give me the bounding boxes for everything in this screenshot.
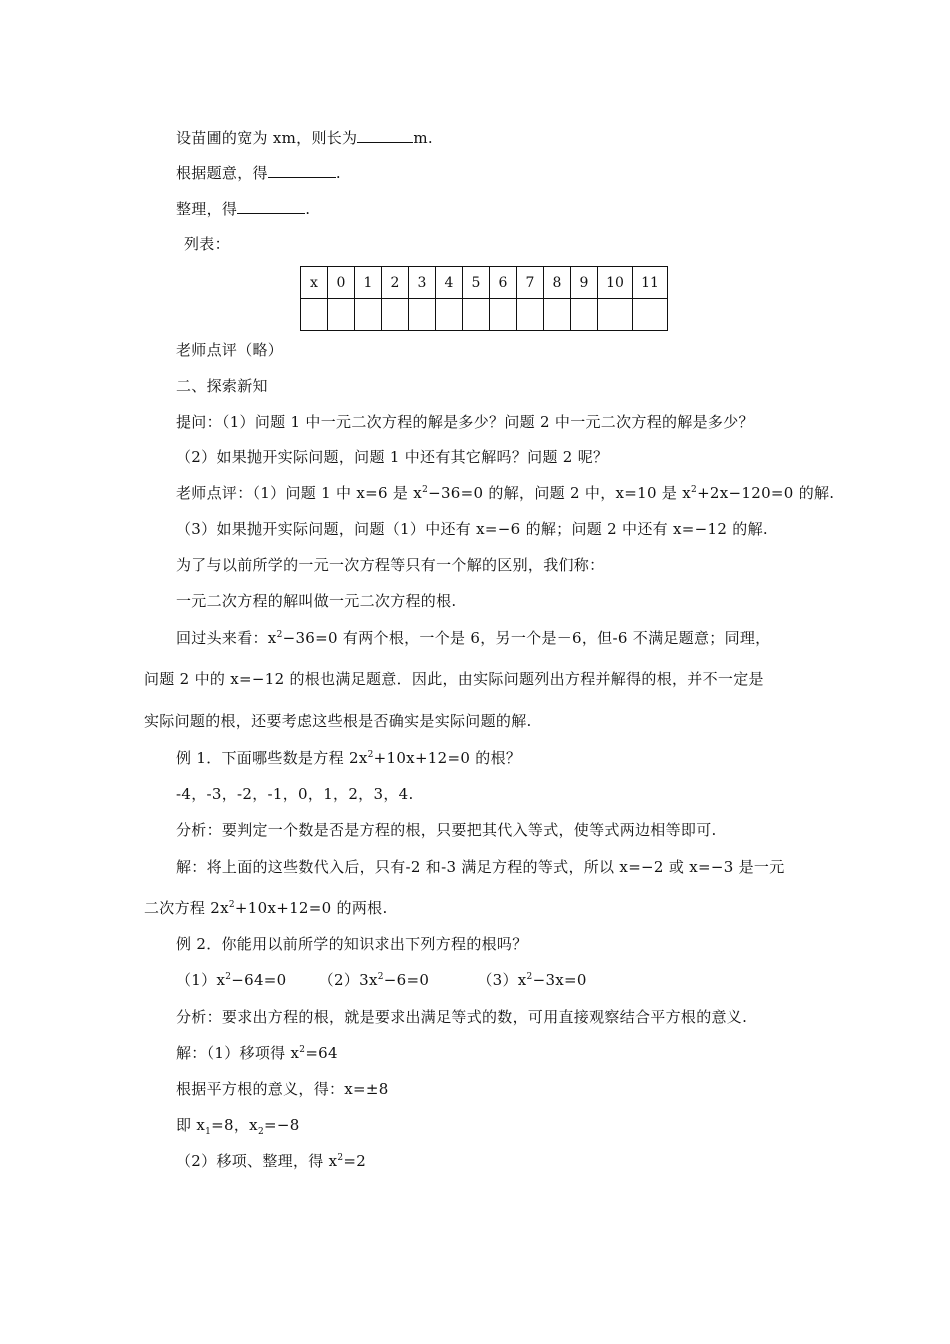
table-empty-cell xyxy=(490,299,517,331)
distinguish-text: 为了与以前所学的一元一次方程等只有一个解的区别，我们称： xyxy=(176,556,605,574)
lookback-line-2: 问题 2 中的 x=−12 的根也满足题意．因此，由实际问题列出方程并解得的根，并不一定是 xyxy=(144,670,764,688)
superscript: 2 xyxy=(377,972,384,982)
table-empty-cell xyxy=(328,299,355,331)
part-2-text-b: −6=0 xyxy=(383,971,430,989)
table-header-cell: x xyxy=(301,267,328,299)
roots-line xyxy=(176,1115,300,1135)
setup-length-text: 设苗圃的宽为 xm，则长为 xyxy=(176,129,358,147)
subscript: 2 xyxy=(257,1127,264,1137)
setup-equation-text: 根据题意，得 xyxy=(176,164,268,182)
solution-2-text-b: +10x+12=0 的两根. xyxy=(234,899,388,917)
table-empty-cell xyxy=(409,299,436,331)
superscript: 2 xyxy=(337,1153,344,1163)
comment-text-a: 老师点评：（1）问题 1 中 x=6 是 x xyxy=(176,484,423,502)
example-1 xyxy=(176,748,521,768)
teacher-comment-answers xyxy=(176,483,834,503)
table-header-cell: 7 xyxy=(517,267,544,299)
example-2-solution-step-1 xyxy=(176,1043,338,1063)
table-header-cell: 8 xyxy=(544,267,571,299)
superscript: 2 xyxy=(691,485,698,495)
equation-blank xyxy=(268,163,336,178)
example-2: 例 2．你能用以前所学的知识求出下列方程的根吗？ xyxy=(176,935,528,953)
table-header-cell: 11 xyxy=(633,267,668,299)
table-header-cell: 0 xyxy=(328,267,355,299)
example-1-text-a: 例 1．下面哪些数是方程 2x xyxy=(176,749,368,767)
table-header-cell: 2 xyxy=(382,267,409,299)
example-2-part-2 xyxy=(319,971,430,989)
example-1-candidates: -4，-3，-2，-1，0，1，2，3，4. xyxy=(176,785,414,803)
roots-text-c: =−8 xyxy=(263,1116,300,1134)
setup-simplify-period: . xyxy=(305,200,311,218)
lookback-text-b: −36=0 有两个根，一个是 6，另一个是－6，但-6 不满足题意；同理， xyxy=(282,629,771,647)
table-empty-cell xyxy=(544,299,571,331)
part-3-text-a: （3）x xyxy=(477,971,527,989)
table-empty-cell xyxy=(571,299,598,331)
table-empty-cell xyxy=(633,299,668,331)
superscript: 2 xyxy=(225,972,232,982)
example-2-parts xyxy=(176,970,587,990)
example-1-analysis: 分析：要判定一个数是否是方程的根，只要把其代入等式，使等式两边相等即可. xyxy=(176,821,717,839)
table-empty-cell xyxy=(301,299,328,331)
superscript: 2 xyxy=(228,900,235,910)
part-2-text-a: （2）3x xyxy=(318,971,378,989)
lookback-line-1 xyxy=(176,628,770,648)
example-2-part-3 xyxy=(477,971,586,989)
superscript: 2 xyxy=(299,1045,306,1055)
setup-simplify-text: 整理，得 xyxy=(176,200,238,218)
value-table xyxy=(300,266,668,331)
lookback-line-3: 实际问题的根，还要考虑这些根是否确实是实际问题的解. xyxy=(144,712,532,730)
table-header-cell: 3 xyxy=(409,267,436,299)
superscript: 2 xyxy=(367,750,374,760)
question-1: 提问：（1）问题 1 中一元二次方程的解是多少？问题 2 中一元二次方程的解是多少？ xyxy=(176,413,754,431)
example-1-text-b: +10x+12=0 的根？ xyxy=(373,749,522,767)
step-2-text-a: （2）移项、整理，得 x xyxy=(176,1152,338,1170)
step-1-text-b: =64 xyxy=(305,1044,338,1062)
example-2-solution-step-2 xyxy=(176,1151,366,1171)
table-empty-row xyxy=(301,299,668,331)
definition-text: 一元二次方程的解叫做一元二次方程的根. xyxy=(176,592,457,610)
table-header-cell: 10 xyxy=(598,267,633,299)
superscript: 2 xyxy=(526,972,533,982)
setup-simplify-line xyxy=(176,199,310,219)
table-label: 列表： xyxy=(184,235,230,253)
example-2-part-1 xyxy=(176,971,287,989)
part-1-text-a: （1）x xyxy=(176,971,226,989)
table-header-cell: 6 xyxy=(490,267,517,299)
step-2-text-b: =2 xyxy=(343,1152,367,1170)
example-1-solution-1: 解：将上面的这些数代入后，只有-2 和-3 满足方程的等式，所以 x=−2 或 x=−3 是一元 xyxy=(176,858,785,876)
subscript: 1 xyxy=(205,1127,212,1137)
roots-text-a: 即 x xyxy=(176,1116,206,1134)
table-header-cell: 4 xyxy=(436,267,463,299)
table-header-row xyxy=(301,267,668,299)
setup-length-line xyxy=(176,128,433,148)
comment-text-c: +2x−120=0 的解. xyxy=(697,484,835,502)
roots-text-b: =8，x xyxy=(211,1116,258,1134)
comment-3: （3）如果抛开实际问题，问题（1）中还有 x=−6 的解；问题 2 中还有 x=−12 的解. xyxy=(176,520,768,538)
table-empty-cell xyxy=(436,299,463,331)
part-3-text-b: −3x=0 xyxy=(532,971,587,989)
question-2: （2）如果抛开实际问题，问题 1 中还有其它解吗？问题 2 呢？ xyxy=(176,448,609,466)
table-empty-cell xyxy=(517,299,544,331)
comment-text-b: −36=0 的解，问题 2 中，x=10 是 x xyxy=(428,484,692,502)
setup-equation-line xyxy=(176,163,341,183)
part-1-text-b: −64=0 xyxy=(231,971,287,989)
setup-equation-period: . xyxy=(335,164,341,182)
table-empty-cell xyxy=(355,299,382,331)
table-empty-cell xyxy=(382,299,409,331)
teacher-comment-omitted: 老师点评（略） xyxy=(176,341,284,359)
example-2-analysis: 分析：要求出方程的根，就是要求出满足等式的数，可用直接观察结合平方根的意义. xyxy=(176,1008,748,1026)
table-header-cell: 5 xyxy=(463,267,490,299)
table-header-cell: 9 xyxy=(571,267,598,299)
length-blank xyxy=(357,128,413,143)
lookback-text-a: 回过头来看：x xyxy=(176,629,277,647)
setup-length-unit: m. xyxy=(413,129,433,147)
example-1-solution-2 xyxy=(144,898,388,918)
simplify-blank xyxy=(237,199,305,214)
superscript: 2 xyxy=(422,485,429,495)
sqrt-meaning-line: 根据平方根的意义，得：x=±8 xyxy=(176,1080,389,1098)
section-title: 二、探索新知 xyxy=(176,377,268,395)
table-empty-cell xyxy=(463,299,490,331)
table-empty-cell xyxy=(598,299,633,331)
step-1-text-a: 解：（1）移项得 x xyxy=(176,1044,300,1062)
superscript: 2 xyxy=(276,630,283,640)
table-header-cell: 1 xyxy=(355,267,382,299)
solution-2-text-a: 二次方程 2x xyxy=(144,899,229,917)
